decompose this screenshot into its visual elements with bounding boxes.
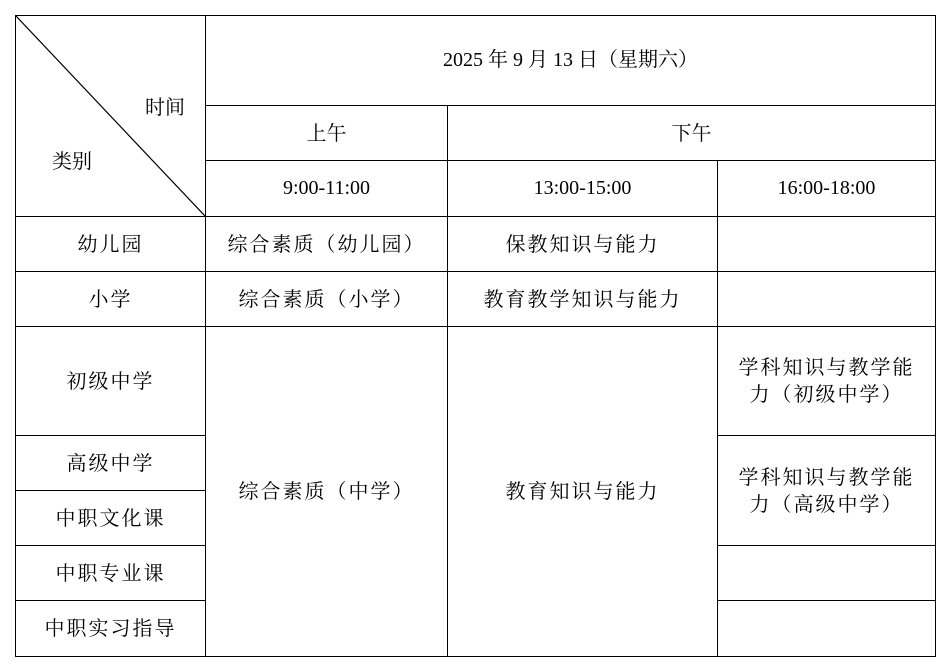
category-cell: 中职专业课 [16,546,206,601]
category-cell: 中职文化课 [16,491,206,546]
table-row [16,217,936,272]
table-row [16,272,936,327]
subject-text: 学科知识与教学能力（初级中学） [738,355,915,406]
morning-header: 上午 [206,106,448,161]
table-row [16,327,936,436]
subject-cell: 保教知识与能力 [448,217,718,272]
afternoon-header: 下午 [448,106,936,161]
subject-cell: 教育教学知识与能力 [448,272,718,327]
time-axis-label: 时间 [145,95,185,119]
exam-date: 2025 年 9 月 13 日（星期六） [206,16,936,106]
subject-text: 学科知识与教学能力（高级中学） [738,464,915,516]
subject-cell: 综合素质（幼儿园） [206,217,448,272]
subject-cell [718,436,936,546]
subject-cell: 综合素质（小学） [206,272,448,327]
subject-cell [718,327,936,436]
subject-cell: 综合素质（中学） [206,327,448,657]
category-axis-label: 类别 [52,149,92,173]
subject-cell: 教育知识与能力 [448,327,718,657]
time-slot-3: 16:00-18:00 [718,161,936,217]
subject-cell [718,217,936,272]
category-cell: 初级中学 [16,327,206,436]
category-cell: 中职实习指导 [16,601,206,657]
category-cell: 小学 [16,272,206,327]
category-cell: 高级中学 [16,436,206,491]
category-cell: 幼儿园 [16,217,206,272]
time-slot-2: 13:00-15:00 [448,161,718,217]
subject-cell [718,546,936,601]
subject-cell [718,601,936,657]
diagonal-header-cell [16,16,206,217]
subject-cell [718,272,936,327]
exam-schedule-table [15,15,936,657]
time-slot-1: 9:00-11:00 [206,161,448,217]
